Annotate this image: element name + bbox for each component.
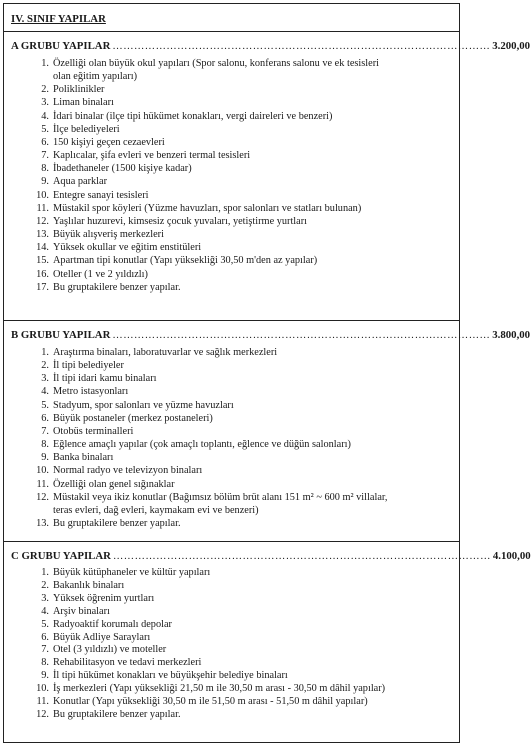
item-text: Büyük Adliye Sarayları [53,631,151,643]
list-item [27,644,459,657]
item-text: Poliklinikler [53,84,105,96]
item-number: 6. [41,631,49,643]
item-number: 12. [36,215,49,227]
item-text: Eğlence amaçlı yapılar (çok amaçlı toplantı, eğlence ve düğün salonları) [53,439,351,451]
list-item [27,268,459,281]
item-number: 12. [36,491,49,503]
item-text: Radyoaktif korumalı depolar [53,618,172,630]
item-number: 10. [36,465,49,477]
list-item [27,464,459,477]
item-number: 8. [41,163,49,175]
item-text: İl tipi hükümet konakları ve büyükşehir belediye binaları [53,670,288,682]
item-text: Bu gruptakilere benzer yapılar. [53,518,181,530]
item-text: Bakanlık binaları [53,579,125,591]
group-a-price: 3.200,00 [492,40,531,52]
list-item [27,670,459,683]
item-number: 7. [41,425,49,437]
item-number: 13. [36,229,49,241]
group-c-header [11,550,531,564]
item-text: İş merkezleri (Yapı yüksekliği 21,50 m ile 30,50 m arası - 30,50 m dâhil yapılar) [53,683,386,695]
item-number: 3. [41,592,49,604]
leader-dots: …………………………………………………………………………………………… [112,41,491,52]
item-number: 9. [41,670,49,682]
list-item [27,123,459,136]
group-b-name: B GRUBU YAPILAR [11,329,111,341]
list-item [27,438,459,451]
item-text: Entegre sanayi tesisleri [53,189,149,201]
item-text: Bu gruptakilere benzer yapılar. [53,281,181,293]
item-text: Müstakil spor köyleri (Yüzme havuzları, spor salonları ve statları bulunan) [53,202,362,214]
item-number: 9. [41,176,49,188]
list-item [27,412,459,425]
leader-dots: …………………………………………………………………………………………… [112,330,491,341]
item-text: Banka binaları [53,452,114,464]
item-text: İdari binalar (ilçe tipi hükümet konakları, vergi daireleri ve benzeri) [53,110,333,122]
item-text: Metro istasyonları [53,386,129,398]
list-item [27,425,459,438]
list-item [27,189,459,202]
item-number: 2. [41,579,49,591]
list-item [27,96,459,109]
group-c-price: 4.100,00 [492,550,531,562]
item-number: 16. [36,268,49,280]
item-number: 6. [41,136,49,148]
item-number: 8. [41,657,49,669]
item-number: 10. [36,683,49,695]
item-text: Büyük alışveriş merkezleri [53,229,164,241]
list-item [27,451,459,464]
item-text: Bu gruptakilere benzer yapılar. [53,708,181,720]
item-number: 11. [36,478,49,490]
list-item [27,567,459,580]
group-a [4,32,531,321]
list-item [27,372,459,385]
item-text: Büyük kütüphaneler ve kültür yapıları [53,567,211,578]
item-number: 8. [41,439,49,451]
list-item [27,491,459,517]
list-item [27,281,459,294]
item-number: 17. [36,281,49,293]
item-text: Özelliği olan genel sığınaklar [53,478,175,490]
list-item [27,228,459,241]
item-text: Stadyum, spor salonları ve yüzme havuzları [53,399,234,411]
group-a-list [11,57,459,294]
item-text: Aqua parklar [53,176,108,188]
list-item [27,241,459,254]
item-text: Özelliği olan büyük okul yapıları (Spor salonu, konferans salonu ve ek tesisleri olan eğitim yapıları) [53,58,379,83]
item-number: 1. [41,567,49,578]
list-item [27,346,459,359]
item-text: Müstakil veya ikiz konutlar (Bağımsız bölüm brüt alanı 151 m² ~ 600 m² villalar, teras evleri, dağ evleri, kaymakam evi ve benzeri) [53,491,388,516]
list-item [27,110,459,123]
item-text: Büyük postaneler (merkez postaneleri) [53,412,213,424]
group-a-header [11,40,531,54]
item-text: Yüksek öğrenim yurtları [53,592,155,604]
item-number: 11. [36,696,49,708]
list-item [27,696,459,709]
section-title: IV. SINIF YAPILAR [4,4,459,32]
list-item [27,399,459,412]
item-number: 5. [41,399,49,411]
list-item [27,632,459,645]
list-item [27,162,459,175]
item-text: Liman binaları [53,97,114,109]
item-text: Konutlar (Yapı yüksekliği 30,50 m ile 51,50 m arası - 51,50 m dâhil yapılar) [53,696,368,708]
group-c-name: C GRUBU YAPILAR [11,550,111,562]
list-item [27,619,459,632]
item-number: 2. [41,360,49,372]
item-text: Araştırma binaları, laboratuvarlar ve sağlık merkezleri [53,347,278,358]
group-a-name: A GRUBU YAPILAR [11,40,111,52]
item-number: 4. [41,605,49,617]
item-text: Normal radyo ve televizyon binaları [53,465,203,477]
list-item [27,57,459,83]
group-b [4,321,531,542]
item-number: 13. [36,518,49,530]
leader-dots: …………………………………………………………………………………………… [112,551,491,562]
item-number: 9. [41,452,49,464]
document-page [3,3,531,743]
item-number: 3. [41,97,49,109]
item-number: 5. [41,123,49,135]
item-number: 10. [36,189,49,201]
list-item [27,709,459,722]
item-text: Rehabilitasyon ve tedavi merkezleri [53,657,202,669]
item-text: Otel (3 yıldızlı) ve moteller [53,644,167,656]
item-text: İl tipi idari kamu binaları [53,373,157,385]
item-number: 14. [36,242,49,254]
item-text: Otobüs terminalleri [53,425,134,437]
item-number: 4. [41,386,49,398]
list-item [27,478,459,491]
list-item [27,175,459,188]
item-text: İl tipi belediyeler [53,360,124,372]
list-item [27,215,459,228]
item-number: 7. [41,644,49,656]
list-item [27,593,459,606]
item-number: 4. [41,110,49,122]
item-number: 5. [41,618,49,630]
item-text: İbadethaneler (1500 kişiye kadar) [53,163,192,175]
list-item [27,83,459,96]
group-b-price: 3.800,00 [492,329,531,341]
item-number: 1. [41,347,49,358]
group-c-list [11,567,459,722]
list-item [27,385,459,398]
list-item [27,683,459,696]
group-c [4,542,531,742]
item-text: Kaplıcalar, şifa evleri ve benzeri termal tesisleri [53,150,251,162]
list-item [27,657,459,670]
item-text: Yaşlılar huzurevi, kimsesiz çocuk yuvaları, yetiştirme yurtları [53,215,308,227]
item-text: İlçe belediyeleri [53,123,120,135]
group-b-header [11,329,531,343]
item-number: 6. [41,412,49,424]
list-item [27,136,459,149]
item-number: 1. [41,58,49,69]
group-b-list [11,346,459,530]
item-number: 12. [36,708,49,720]
list-item [27,517,459,530]
list-item [27,149,459,162]
item-text: Arşiv binaları [53,605,110,617]
list-item [27,606,459,619]
item-text: Yüksek okullar ve eğitim enstitüleri [53,242,202,254]
item-text: Oteller (1 ve 2 yıldızlı) [53,268,148,280]
item-number: 3. [41,373,49,385]
list-item [27,202,459,215]
item-text: Apartman tipi konutlar (Yapı yüksekliği 30,50 m'den az yapılar) [53,255,318,267]
item-number: 15. [36,255,49,267]
item-number: 11. [36,202,49,214]
item-number: 7. [41,150,49,162]
list-item [27,359,459,372]
list-item [27,254,459,267]
item-text: 150 kişiyi geçen cezaevleri [53,136,165,148]
item-number: 2. [41,84,49,96]
list-item [27,580,459,593]
